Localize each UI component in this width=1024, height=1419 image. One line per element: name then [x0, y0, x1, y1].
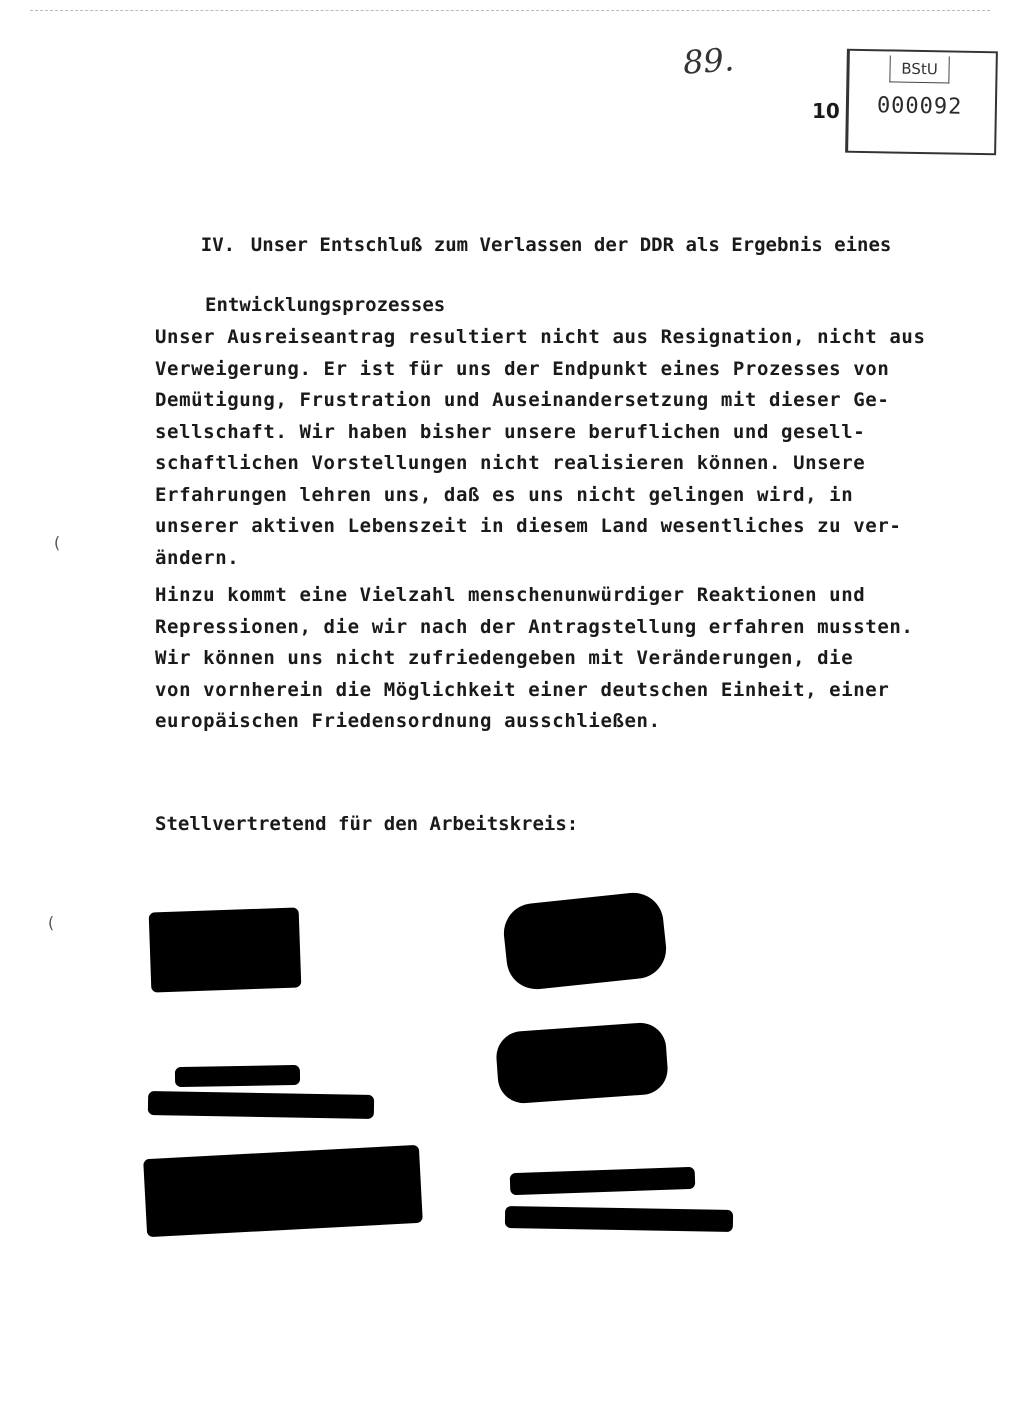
text-line: von vornherein die Möglichkeit einer deutschen Einheit, einer [155, 678, 890, 701]
text-line: sellschaft. Wir haben bisher unsere beruflichen und gesell- [155, 420, 866, 443]
section-numeral: IV. [200, 234, 236, 256]
text-line: ändern. [155, 546, 240, 569]
top-edge-rule [30, 10, 990, 11]
archive-stamp [845, 49, 998, 156]
paragraph-2 [155, 580, 955, 738]
text-line: Repressionen, die wir nach der Antragstellung erfahren mussten. [155, 615, 914, 638]
redaction-block [495, 1021, 670, 1105]
text-line: Wir können uns nicht zufriedengeben mit Veränderungen, die [155, 647, 854, 669]
section-heading [155, 200, 935, 320]
stamp-org-label: BStU [889, 55, 949, 83]
text-line: europäischen Friedensordnung ausschließen. [155, 710, 661, 732]
section-title-line-1: Unser Entschluß zum Verlassen der DDR als Ergebnis eines [250, 234, 892, 256]
text-line: Erfahrungen lehren uns, daß es uns nicht gelingen wird, in [155, 483, 854, 506]
scan-mark: ( [46, 913, 56, 932]
redaction-block [149, 907, 302, 992]
signature-label: Stellvertretend für den Arbeitskreis: [155, 813, 579, 835]
text-line: Unser Ausreiseantrag resultiert nicht aus Resignation, nicht aus [155, 326, 926, 348]
redaction-block [501, 890, 669, 992]
page-number: 10 [812, 99, 840, 123]
redaction-block [175, 1065, 300, 1087]
section-title-line-2: Entwicklungsprozesses [205, 294, 446, 316]
body-text [155, 322, 955, 744]
text-line: Verweigerung. Er ist für uns der Endpunkt eines Prozesses von [155, 357, 890, 380]
text-line: Hinzu kommt eine Vielzahl menschenunwürdiger Reaktionen und [155, 584, 866, 606]
redaction-block [143, 1145, 423, 1237]
text-line: schaftlichen Vorstellungen nicht realisieren können. Unsere [155, 452, 866, 474]
redaction-block [510, 1167, 696, 1195]
stamp-archive-number: 000092 [876, 93, 963, 120]
text-line: Demütigung, Frustration und Auseinandersetzung mit dieser Ge- [155, 389, 890, 411]
paragraph-1 [155, 322, 955, 574]
redaction-block [505, 1206, 733, 1232]
text-line: unserer aktiven Lebenszeit in diesem Land wesentliches zu ver- [155, 515, 902, 537]
redaction-block [148, 1091, 374, 1119]
handwritten-page-number: 89. [681, 40, 736, 82]
scan-mark: ( [52, 533, 62, 552]
